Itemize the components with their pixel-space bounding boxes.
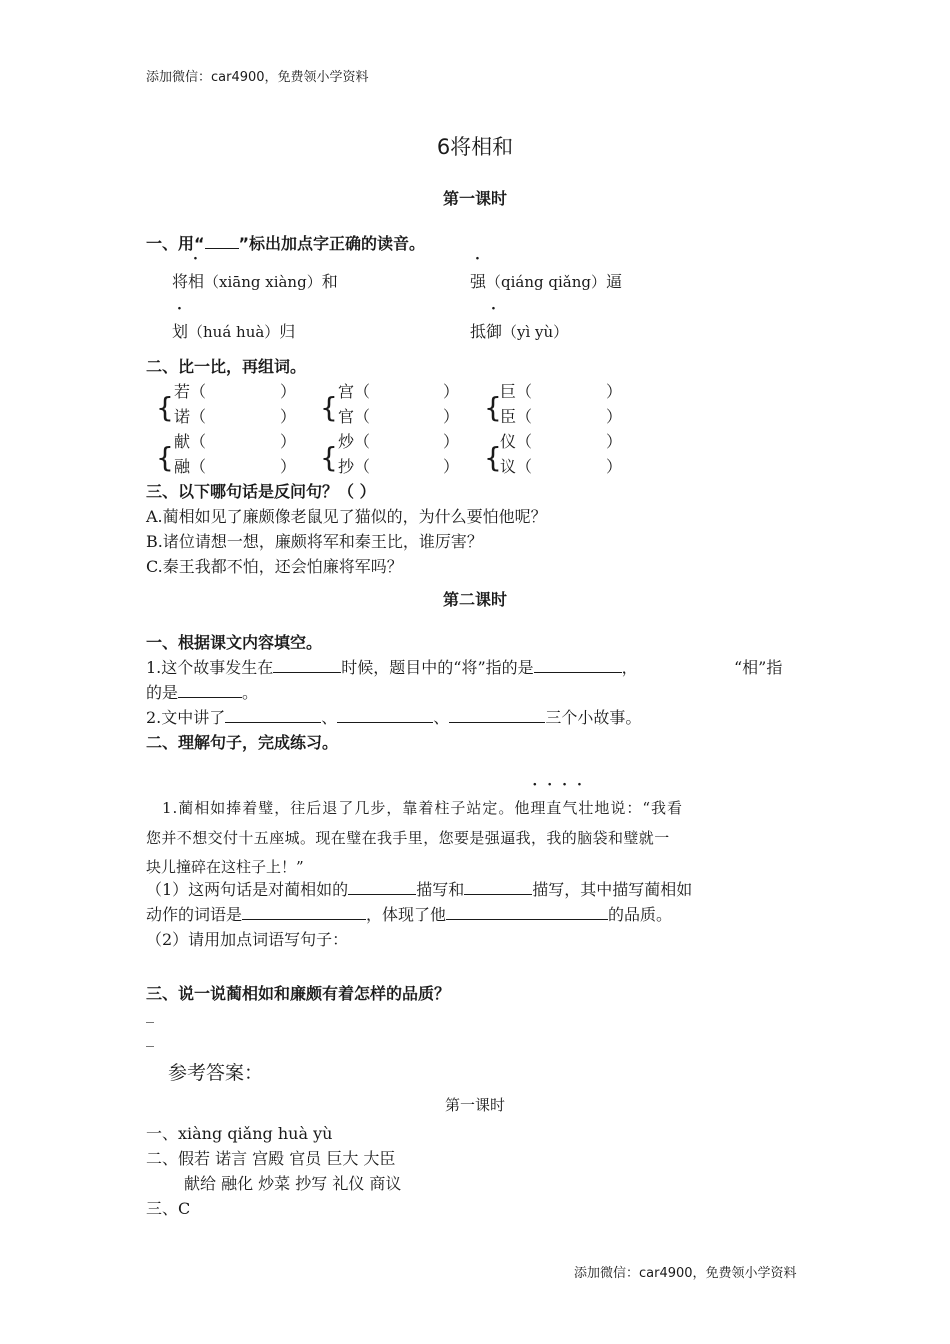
q2-cell-close: ）	[606, 382, 623, 401]
fill-blank[interactable]	[348, 878, 416, 895]
q1-item-4	[470, 301, 569, 342]
page-footer: 添加微信：car4900，免费领小学资料	[574, 1266, 797, 1281]
sub-text: 动作的词语是	[146, 905, 243, 924]
q2-cell-close: ）	[443, 457, 460, 476]
l2-q2-passage-line2: 您并不想交付十五座城。现在璧在我手里，您要是强逼我，我的脑袋和璧就一	[146, 829, 670, 847]
q1-item-2-pinyin: （qiáng qiǎng）	[486, 273, 606, 291]
fill-blank[interactable]	[534, 656, 622, 673]
q1-item-1-char-c: 和	[321, 272, 338, 291]
l2-q1-text: ，	[621, 658, 638, 677]
passage-text: 地说：“我看	[594, 799, 684, 817]
q1-item-2-char-a: 强	[470, 272, 487, 291]
brace-group-2a: {	[320, 391, 338, 424]
q2-cell: 融（	[174, 457, 207, 476]
lesson2-heading: 第二课时	[442, 590, 507, 609]
brace-group-2b: {	[320, 441, 338, 474]
fill-blank[interactable]	[449, 706, 545, 723]
answer-line-1[interactable]: _	[146, 1004, 154, 1023]
l2-q2-sub1-line2	[146, 902, 672, 925]
l2-q2-sub2: （2）请用加点词语写句子：	[146, 930, 349, 949]
l2-q2-passage-line3: 块儿撞碎在这柱子上！”	[146, 858, 304, 876]
l2-q1-line1	[146, 655, 638, 678]
q1-item-1-dotted	[188, 251, 205, 292]
q1-heading-pre: 一、用“	[146, 234, 205, 253]
q1-item-3-char-c: 归	[279, 322, 296, 341]
q2-cell: 炒（	[338, 432, 371, 451]
sub-text: ，体现了他	[366, 905, 447, 924]
q3-option-a: A.蔺相如见了廉颇像老鼠见了猫似的，为什么要怕他呢？	[146, 507, 547, 526]
l2-q1-text: 的是	[146, 683, 179, 702]
brace-group-3b: {	[484, 441, 502, 474]
q1-heading-blank	[205, 232, 239, 249]
q2-cell-close: ）	[606, 457, 623, 476]
l2-q3-heading: 三、说一说蔺相如和廉颇有着怎样的品质？	[146, 984, 451, 1003]
sub-text: 描写和	[416, 880, 465, 899]
answer-3: 三、C	[146, 1199, 191, 1218]
answer-1: 一、xiàng qiǎng huà yù	[146, 1124, 333, 1143]
q1-item-3-dotted	[172, 301, 189, 342]
fill-blank[interactable]	[337, 706, 433, 723]
q2-cell: 巨（	[500, 382, 533, 401]
q2-cell: 臣（	[500, 407, 533, 426]
q1-item-2	[470, 251, 622, 292]
dotted-phrase-text: 理直气壮	[530, 799, 595, 817]
l2-q2-heading: 二、理解句子，完成练习。	[146, 733, 339, 752]
l2-q1-text: 。	[242, 683, 259, 702]
q2-cell-close: ）	[280, 457, 297, 476]
l2-q2-passage-line1	[162, 777, 684, 818]
answer-2a: 二、假若 诺言 宫殿 官员 巨大 大臣	[146, 1149, 396, 1168]
sub-text: （1）这两句话是对蔺相如的	[146, 880, 349, 899]
q1-item-1-char-a: 将	[172, 272, 189, 291]
l2-q1-heading: 一、根据课文内容填空。	[146, 633, 323, 652]
q2-cell-close: ）	[443, 432, 460, 451]
answer-2b: 献给 融化 炒菜 抄写 礼仪 商议	[184, 1174, 402, 1193]
answers-lesson1: 第一课时	[444, 1096, 505, 1114]
q2-cell-close: ）	[280, 407, 297, 426]
brace-group-1a: {	[156, 391, 174, 424]
q3-option-b: B.诸位请想一想，廉颇将军和秦王比，谁厉害？	[146, 532, 483, 551]
q1-item-1-pinyin: （xiāng xiàng）	[204, 273, 322, 291]
q1-item-3-pinyin: （huá huà）	[188, 323, 280, 341]
q1-item-3-char-a: 划	[172, 322, 189, 341]
fill-blank[interactable]	[464, 878, 532, 895]
emphasis-dot: ·	[177, 301, 182, 317]
l2-q1-line3	[146, 705, 641, 728]
emphasis-dot: ·	[491, 301, 496, 317]
l2-q2-sub1-line1	[146, 877, 692, 900]
passage-text: 1.蔺相如捧着璧，往后退了几步，靠着柱子站定。他	[162, 799, 531, 817]
q1-item-4-dotted	[486, 301, 503, 342]
answers-heading: 参考答案：	[168, 1062, 264, 1084]
emphasis-dots: ····	[532, 777, 592, 793]
q2-cell-close: ）	[280, 382, 297, 401]
l2-q1-text: 2.文中讲了	[146, 708, 226, 727]
l2-q1-line2	[146, 680, 258, 703]
q1-item-4-char-a: 抵	[470, 322, 487, 341]
l2-q1-text: 、	[321, 708, 338, 727]
emphasis-dot: ·	[193, 251, 198, 267]
q2-cell: 抄（	[338, 457, 371, 476]
q2-cell: 诺（	[174, 407, 207, 426]
q2-cell-close: ）	[443, 382, 460, 401]
page-title: 6将相和	[436, 135, 514, 159]
dotted-phrase	[530, 777, 595, 817]
l2-q1-text: 三个小故事。	[545, 708, 642, 727]
l2-q1-text: 1.这个故事发生在	[146, 658, 274, 677]
fill-blank[interactable]	[178, 681, 242, 698]
q1-item-1	[172, 251, 338, 292]
q1-item-2-char-c: 逼	[605, 272, 622, 291]
q2-cell-close: ）	[443, 407, 460, 426]
q2-cell-close: ）	[606, 407, 623, 426]
l2-q1-text: 时候，题目中的“将”指的是	[341, 658, 534, 677]
fill-blank[interactable]	[225, 706, 321, 723]
fill-blank[interactable]	[273, 656, 341, 673]
q2-cell-close: ）	[280, 432, 297, 451]
q1-item-4-pinyin: （yì yù）	[502, 323, 569, 341]
page-header: 添加微信：car4900，免费领小学资料	[146, 70, 369, 85]
q1-item-1-char-b: 相	[188, 272, 205, 291]
q2-cell: 献（	[174, 432, 207, 451]
brace-group-1b: {	[156, 441, 174, 474]
sub-text: 描写，其中描写蔺相如	[532, 880, 693, 899]
answer-line-2[interactable]: _	[146, 1028, 154, 1047]
q1-item-4-char-b: 御	[486, 322, 503, 341]
q2-cell: 宫（	[338, 382, 371, 401]
q1-item-3	[172, 301, 296, 342]
q1-heading	[146, 231, 425, 254]
q2-heading: 二、比一比，再组词。	[146, 357, 307, 376]
brace-group-3a: {	[484, 391, 502, 424]
q2-cell: 议（	[500, 457, 533, 476]
fill-blank[interactable]	[242, 903, 366, 920]
q2-cell: 若（	[174, 382, 207, 401]
q2-cell: 仪（	[500, 432, 533, 451]
fill-blank[interactable]	[446, 903, 608, 920]
q3-option-c: C.秦王我都不怕，还会怕廉将军吗？	[146, 557, 403, 576]
q1-heading-post: ”标出加点字正确的读音。	[238, 234, 426, 253]
q1-item-2-dotted	[470, 251, 487, 292]
l2-q1-line1-end: “相”指	[734, 658, 783, 677]
sub-text: 的品质。	[608, 905, 673, 924]
q3-heading: 三、以下哪句话是反问句？（ ）	[146, 482, 376, 501]
lesson1-heading: 第一课时	[442, 189, 507, 208]
l2-q1-text: 、	[433, 708, 450, 727]
q2-cell-close: ）	[606, 432, 623, 451]
q2-cell: 官（	[338, 407, 371, 426]
emphasis-dot: ·	[475, 251, 480, 267]
